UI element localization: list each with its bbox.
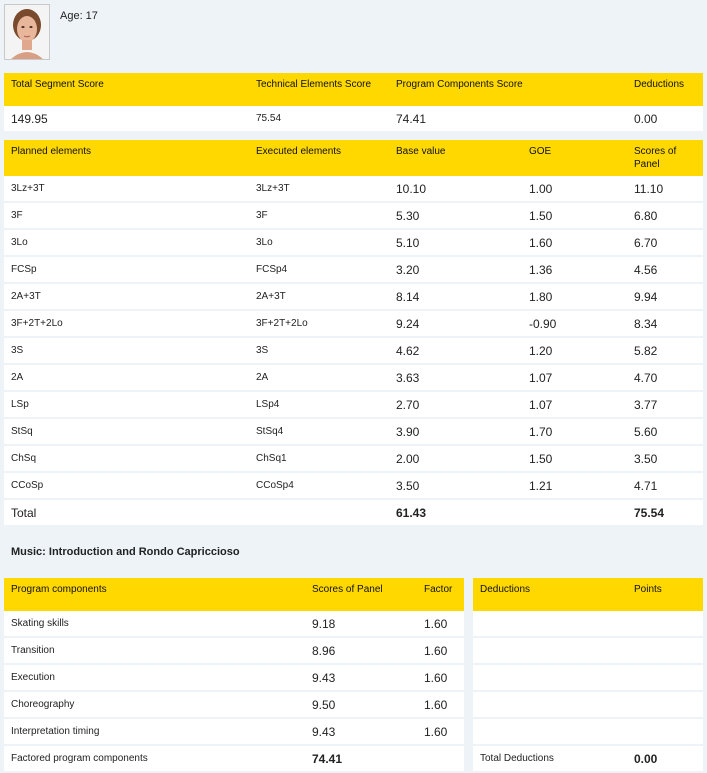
elements-total-panel: 75.54 [627,499,703,526]
component-row [4,637,464,664]
total-deductions-label: Total Deductions [473,745,627,772]
deductions-value: 0.00 [627,106,703,132]
executed-element: 3S [249,337,389,364]
executed-element: 3F+2T+2Lo [249,310,389,337]
executed-element: 3F [249,202,389,229]
elements-total-label: Total [4,499,249,526]
deductions-header-row [473,578,703,611]
executed-element: LSp4 [249,391,389,418]
base-value: 2.70 [389,391,522,418]
total-segment-score-header: Total Segment Score [4,73,249,106]
component-score: 9.43 [305,664,417,691]
element-row [4,283,703,310]
component-name: Choreography [4,691,305,718]
deduction-row [473,691,703,718]
panel-score: 5.60 [627,418,703,445]
panel-score: 6.70 [627,229,703,256]
technical-elements-score-value: 75.54 [249,106,389,132]
base-value: 4.62 [389,337,522,364]
base-value: 5.10 [389,229,522,256]
component-name: Transition [4,637,305,664]
executed-element: 2A+3T [249,283,389,310]
program-components-table [4,578,464,773]
panel-score: 4.56 [627,256,703,283]
elements-total-base: 61.43 [389,499,522,526]
base-value: 10.10 [389,176,522,202]
element-row [4,445,703,472]
elements-total-empty [249,499,389,526]
goe-value: 1.70 [522,418,627,445]
technical-elements-score-header: Technical Elements Score [249,73,389,106]
goe-value: 1.07 [522,391,627,418]
goe-value: 1.36 [522,256,627,283]
goe-value: 1.50 [522,445,627,472]
goe-value: 1.50 [522,202,627,229]
total-deductions-value: 0.00 [627,745,703,772]
skater-age: Age: 17 [60,10,98,22]
skater-photo [4,4,50,60]
panel-score: 5.82 [627,337,703,364]
component-factor: 1.60 [417,664,464,691]
element-row [4,418,703,445]
element-row [4,391,703,418]
component-factor: 1.60 [417,718,464,745]
planned-element: FCSp [4,256,249,283]
elements-header-row [4,140,703,176]
panel-score: 6.80 [627,202,703,229]
planned-element: 2A [4,364,249,391]
component-factor: 1.60 [417,611,464,637]
base-value: 2.00 [389,445,522,472]
base-value-header: Base value [389,140,522,176]
deductions-col-header: Deductions [473,578,627,611]
goe-value: 1.07 [522,364,627,391]
program-components-score-header: Program Components Score [389,73,627,106]
executed-element: 3Lo [249,229,389,256]
planned-element: 3Lz+3T [4,176,249,202]
component-name: Execution [4,664,305,691]
total-deductions-row [473,745,703,772]
component-row [4,718,464,745]
factored-components-empty [417,745,464,772]
base-value: 8.14 [389,283,522,310]
planned-element: ChSq [4,445,249,472]
panel-score: 3.77 [627,391,703,418]
goe-value: 1.80 [522,283,627,310]
component-score: 8.96 [305,637,417,664]
planned-element: 3F+2T+2Lo [4,310,249,337]
total-segment-score-value: 149.95 [4,106,249,132]
deduction-row [473,664,703,691]
goe-value: 1.20 [522,337,627,364]
executed-elements-header: Executed elements [249,140,389,176]
skater-header [0,0,707,66]
component-name: Interpretation timing [4,718,305,745]
planned-element: StSq [4,418,249,445]
planned-element: 3Lo [4,229,249,256]
executed-element: FCSp4 [249,256,389,283]
element-row [4,364,703,391]
goe-value: -0.90 [522,310,627,337]
deduction-row [473,718,703,745]
component-score: 9.50 [305,691,417,718]
panel-score: 11.10 [627,176,703,202]
deduction-row [473,611,703,637]
scores-of-panel-header: Scores of Panel [627,140,703,176]
element-row [4,337,703,364]
score-summary-table [4,73,703,133]
program-components-header: Program components [4,578,305,611]
base-value: 3.63 [389,364,522,391]
element-row [4,176,703,202]
element-row [4,472,703,499]
planned-element: LSp [4,391,249,418]
elements-table [4,140,703,527]
deduction-row [473,637,703,664]
component-row [4,611,464,637]
deductions-header: Deductions [627,73,703,106]
goe-value: 1.00 [522,176,627,202]
executed-element: StSq4 [249,418,389,445]
points-col-header: Points [627,578,703,611]
element-row [4,310,703,337]
element-row [4,256,703,283]
components-header-row [4,578,464,611]
elements-total-goe-empty [522,499,627,526]
planned-element: CCoSp [4,472,249,499]
element-row [4,229,703,256]
component-score: 9.18 [305,611,417,637]
component-row [4,664,464,691]
component-name: Skating skills [4,611,305,637]
component-row [4,691,464,718]
factored-components-label: Factored program components [4,745,305,772]
planned-element: 3F [4,202,249,229]
base-value: 5.30 [389,202,522,229]
summary-values-row [4,106,703,132]
deductions-table [473,578,703,773]
panel-score: 4.71 [627,472,703,499]
executed-element: CCoSp4 [249,472,389,499]
component-score: 9.43 [305,718,417,745]
goe-header: GOE [522,140,627,176]
panel-score: 3.50 [627,445,703,472]
factored-components-value: 74.41 [305,745,417,772]
program-components-score-value: 74.41 [389,106,627,132]
planned-element: 2A+3T [4,283,249,310]
base-value: 9.24 [389,310,522,337]
base-value: 3.50 [389,472,522,499]
planned-elements-header: Planned elements [4,140,249,176]
goe-value: 1.60 [522,229,627,256]
panel-score: 9.94 [627,283,703,310]
executed-element: ChSq1 [249,445,389,472]
component-factor: 1.60 [417,637,464,664]
factored-components-row [4,745,464,772]
factor-header: Factor [417,578,464,611]
goe-value: 1.21 [522,472,627,499]
planned-element: 3S [4,337,249,364]
executed-element: 2A [249,364,389,391]
executed-element: 3Lz+3T [249,176,389,202]
base-value: 3.90 [389,418,522,445]
panel-score: 8.34 [627,310,703,337]
component-scores-header: Scores of Panel [305,578,417,611]
summary-header-row [4,73,703,106]
component-factor: 1.60 [417,691,464,718]
base-value: 3.20 [389,256,522,283]
panel-score: 4.70 [627,364,703,391]
music-title: Music: Introduction and Rondo Capriccioso [11,546,240,558]
elements-total-row [4,499,703,526]
element-row [4,202,703,229]
